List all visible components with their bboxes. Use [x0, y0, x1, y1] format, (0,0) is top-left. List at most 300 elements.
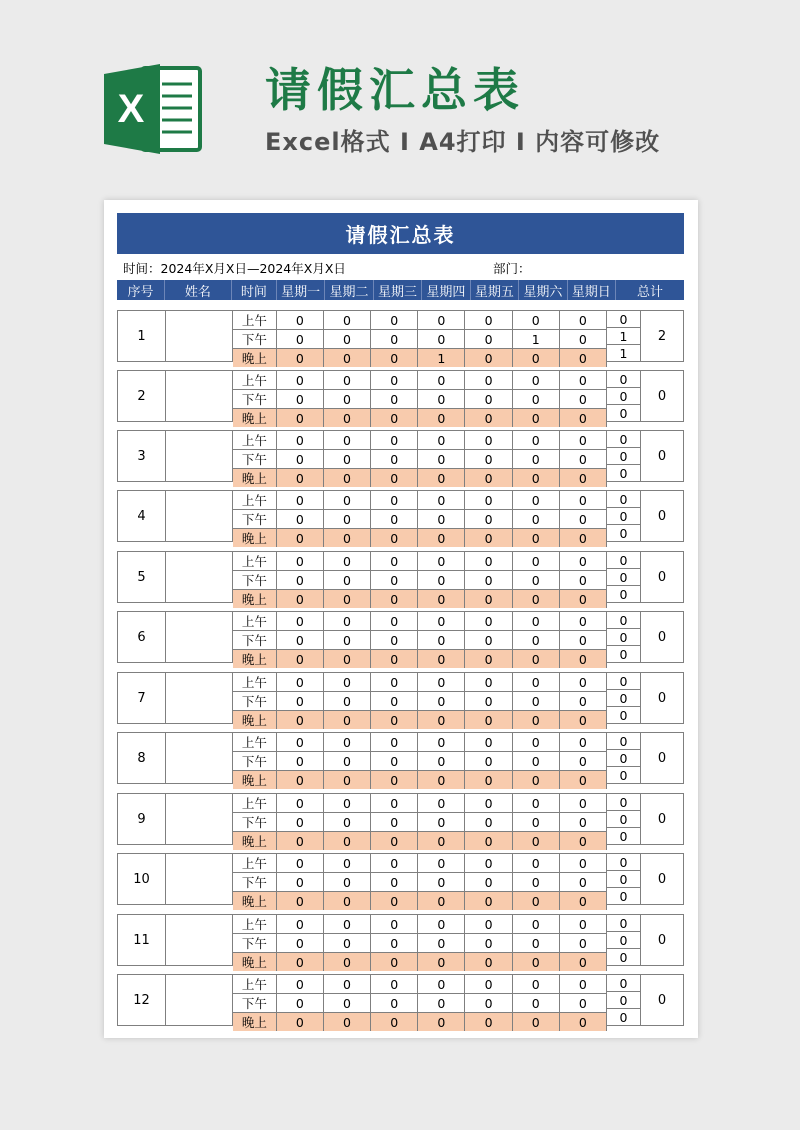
- day-value-cell[interactable]: 0: [277, 552, 324, 570]
- day-value-cell[interactable]: 0: [513, 349, 560, 367]
- day-value-cell[interactable]: 0: [277, 873, 324, 891]
- name-cell[interactable]: [166, 431, 233, 481]
- day-value-cell[interactable]: 0: [560, 673, 607, 691]
- excel-logo-icon: [104, 62, 204, 156]
- day-value-cell[interactable]: 0: [513, 631, 560, 649]
- day-value-cell[interactable]: 0: [465, 552, 512, 570]
- day-value-cell[interactable]: 0: [277, 953, 324, 971]
- day-value-cell[interactable]: 0: [277, 529, 324, 547]
- day-value-cell[interactable]: 0: [277, 934, 324, 952]
- day-value-cell[interactable]: 0: [371, 794, 418, 812]
- day-value-cell[interactable]: 0: [560, 711, 607, 729]
- day-value-cell[interactable]: 0: [371, 571, 418, 589]
- day-value-cell[interactable]: 0: [277, 832, 324, 850]
- day-value-cell[interactable]: 0: [418, 915, 465, 933]
- day-value-cell[interactable]: 0: [418, 733, 465, 751]
- day-value-cell[interactable]: 0: [324, 1013, 371, 1031]
- day-value-cell[interactable]: 0: [418, 994, 465, 1012]
- day-value-cell[interactable]: 0: [513, 953, 560, 971]
- day-value-cell[interactable]: 0: [465, 390, 512, 408]
- day-value-cell[interactable]: 1: [513, 330, 560, 348]
- day-value-cell[interactable]: 0: [465, 832, 512, 850]
- day-value-cell[interactable]: 0: [560, 994, 607, 1012]
- row-sum-cell: 0: [607, 707, 641, 723]
- day-value-cell[interactable]: 0: [371, 832, 418, 850]
- day-value-cell[interactable]: 0: [560, 733, 607, 751]
- day-value-cell[interactable]: 0: [371, 612, 418, 630]
- day-value-cell[interactable]: 0: [324, 409, 371, 427]
- day-value-cell[interactable]: 0: [324, 813, 371, 831]
- day-value-cell[interactable]: 0: [418, 854, 465, 872]
- day-value-cell[interactable]: 0: [371, 491, 418, 509]
- day-value-cell[interactable]: 0: [418, 390, 465, 408]
- day-value-cell[interactable]: 0: [513, 915, 560, 933]
- day-value-cell[interactable]: 0: [324, 733, 371, 751]
- period-row: [233, 529, 607, 547]
- day-value-cell[interactable]: 0: [560, 552, 607, 570]
- day-value-cell[interactable]: 0: [465, 311, 512, 329]
- day-value-cell[interactable]: 0: [418, 813, 465, 831]
- day-value-cell[interactable]: 0: [418, 692, 465, 710]
- day-value-cell[interactable]: 0: [277, 349, 324, 367]
- day-value-cell[interactable]: 0: [560, 832, 607, 850]
- day-value-cell[interactable]: 0: [324, 371, 371, 389]
- day-value-cell[interactable]: 0: [418, 975, 465, 993]
- time-info: [123, 259, 346, 277]
- day-value-cell[interactable]: 0: [560, 330, 607, 348]
- day-value-cell[interactable]: 0: [418, 612, 465, 630]
- day-value-cell[interactable]: 0: [560, 469, 607, 487]
- day-value-cell[interactable]: 0: [513, 1013, 560, 1031]
- day-value-cell[interactable]: 0: [560, 349, 607, 367]
- day-value-cell[interactable]: 0: [277, 510, 324, 528]
- day-value-cell[interactable]: 0: [560, 311, 607, 329]
- day-value-cell[interactable]: 0: [465, 431, 512, 449]
- day-value-cell[interactable]: 0: [277, 994, 324, 1012]
- employee-group: [117, 974, 684, 1030]
- day-value-cell[interactable]: 0: [465, 330, 512, 348]
- day-value-cell[interactable]: 0: [277, 590, 324, 608]
- name-cell[interactable]: [166, 673, 233, 723]
- day-value-cell[interactable]: 0: [418, 934, 465, 952]
- day-value-cell[interactable]: 0: [371, 371, 418, 389]
- day-value-cell[interactable]: 0: [371, 953, 418, 971]
- day-value-cell[interactable]: 0: [371, 311, 418, 329]
- day-value-cell[interactable]: 0: [560, 631, 607, 649]
- day-value-cell[interactable]: 0: [277, 371, 324, 389]
- day-value-cell[interactable]: 0: [465, 510, 512, 528]
- day-value-cell[interactable]: 0: [277, 771, 324, 789]
- day-value-cell[interactable]: 0: [371, 469, 418, 487]
- day-value-cell[interactable]: 0: [418, 431, 465, 449]
- day-value-cell[interactable]: 0: [277, 431, 324, 449]
- day-value-cell[interactable]: 0: [560, 934, 607, 952]
- row-sum-cell: 0: [607, 932, 641, 949]
- day-value-cell[interactable]: 0: [324, 631, 371, 649]
- day-value-cell[interactable]: 0: [465, 650, 512, 668]
- period-row: [233, 409, 607, 427]
- day-value-cell[interactable]: 0: [418, 330, 465, 348]
- day-value-cell[interactable]: 0: [371, 330, 418, 348]
- day-value-cell[interactable]: 0: [418, 832, 465, 850]
- day-value-cell[interactable]: 0: [324, 529, 371, 547]
- day-value-cell[interactable]: 0: [465, 491, 512, 509]
- day-value-cell[interactable]: 0: [324, 953, 371, 971]
- day-value-cell[interactable]: 0: [513, 975, 560, 993]
- day-value-cell[interactable]: 0: [513, 529, 560, 547]
- day-value-cell[interactable]: 0: [418, 752, 465, 770]
- day-value-cell[interactable]: 0: [371, 711, 418, 729]
- day-value-cell[interactable]: 0: [371, 873, 418, 891]
- day-value-cell[interactable]: 0: [371, 650, 418, 668]
- day-value-cell[interactable]: 0: [513, 854, 560, 872]
- day-value-cell[interactable]: 0: [465, 469, 512, 487]
- day-value-cell[interactable]: 0: [513, 431, 560, 449]
- name-cell[interactable]: [166, 794, 233, 844]
- day-value-cell[interactable]: 0: [324, 390, 371, 408]
- day-value-cell[interactable]: 0: [324, 330, 371, 348]
- day-value-cell[interactable]: 0: [371, 752, 418, 770]
- day-value-cell[interactable]: 0: [418, 529, 465, 547]
- day-value-cell[interactable]: 0: [418, 650, 465, 668]
- day-value-cell[interactable]: 0: [465, 953, 512, 971]
- day-value-cell[interactable]: 0: [513, 650, 560, 668]
- day-value-cell[interactable]: 0: [324, 832, 371, 850]
- day-value-cell[interactable]: 0: [277, 390, 324, 408]
- day-value-cell[interactable]: 0: [277, 673, 324, 691]
- name-cell[interactable]: [166, 311, 233, 361]
- day-value-cell[interactable]: 0: [277, 975, 324, 993]
- day-value-cell[interactable]: 0: [418, 510, 465, 528]
- column-header-9: 星期日: [568, 280, 616, 300]
- day-value-cell[interactable]: 0: [418, 450, 465, 468]
- day-value-cell[interactable]: 0: [371, 733, 418, 751]
- day-value-cell[interactable]: 0: [324, 612, 371, 630]
- day-value-cell[interactable]: 0: [560, 953, 607, 971]
- day-value-cell[interactable]: 0: [324, 349, 371, 367]
- day-value-cell[interactable]: 0: [513, 590, 560, 608]
- row-sum-cell: 0: [607, 750, 641, 767]
- day-value-cell[interactable]: 0: [560, 794, 607, 812]
- name-cell[interactable]: [166, 491, 233, 541]
- day-value-cell[interactable]: 0: [324, 673, 371, 691]
- day-value-cell[interactable]: 0: [324, 692, 371, 710]
- day-value-cell[interactable]: 0: [371, 529, 418, 547]
- day-value-cell[interactable]: 0: [513, 673, 560, 691]
- name-cell[interactable]: [166, 915, 233, 965]
- day-value-cell[interactable]: 0: [560, 692, 607, 710]
- day-value-cell[interactable]: 0: [277, 794, 324, 812]
- day-value-cell[interactable]: 0: [418, 311, 465, 329]
- day-value-cell[interactable]: 0: [513, 371, 560, 389]
- column-header-6: 星期四: [422, 280, 470, 300]
- period-label: 晚上: [233, 349, 277, 367]
- day-value-cell[interactable]: 0: [513, 733, 560, 751]
- day-value-cell[interactable]: 0: [560, 975, 607, 993]
- day-value-cell[interactable]: 0: [277, 813, 324, 831]
- period-label: 晚上: [233, 711, 277, 729]
- day-value-cell[interactable]: 0: [277, 469, 324, 487]
- day-value-cell[interactable]: 0: [277, 409, 324, 427]
- day-value-cell[interactable]: 0: [513, 409, 560, 427]
- period-row: [233, 469, 607, 487]
- employee-group: [117, 430, 684, 486]
- day-value-cell[interactable]: 0: [418, 631, 465, 649]
- day-value-cell[interactable]: 0: [371, 552, 418, 570]
- day-value-cell[interactable]: 0: [277, 491, 324, 509]
- day-value-cell[interactable]: 0: [371, 692, 418, 710]
- day-value-cell[interactable]: 0: [371, 934, 418, 952]
- day-value-cell[interactable]: 0: [324, 752, 371, 770]
- day-value-cell[interactable]: 0: [465, 752, 512, 770]
- day-value-cell[interactable]: 0: [465, 571, 512, 589]
- day-value-cell[interactable]: 0: [513, 491, 560, 509]
- day-value-cell[interactable]: 0: [277, 330, 324, 348]
- day-value-cell[interactable]: 0: [371, 409, 418, 427]
- day-value-cell[interactable]: 0: [465, 349, 512, 367]
- day-value-cell[interactable]: 0: [513, 692, 560, 710]
- day-value-cell[interactable]: 0: [465, 892, 512, 910]
- day-value-cell[interactable]: 0: [324, 491, 371, 509]
- day-value-cell[interactable]: 0: [560, 854, 607, 872]
- day-value-cell[interactable]: 0: [465, 994, 512, 1012]
- name-cell[interactable]: [166, 975, 233, 1025]
- day-value-cell[interactable]: 0: [560, 571, 607, 589]
- day-value-cell[interactable]: 0: [418, 711, 465, 729]
- group-total-cell: 0: [657, 629, 667, 645]
- day-value-cell[interactable]: 0: [324, 510, 371, 528]
- day-value-cell[interactable]: 0: [371, 349, 418, 367]
- day-value-cell[interactable]: 0: [277, 915, 324, 933]
- day-value-cell[interactable]: 0: [560, 529, 607, 547]
- day-value-cell[interactable]: 0: [418, 771, 465, 789]
- day-value-cell[interactable]: 0: [371, 431, 418, 449]
- name-cell[interactable]: [166, 371, 233, 421]
- period-rows: [233, 431, 607, 486]
- day-value-cell[interactable]: 0: [560, 510, 607, 528]
- day-value-cell[interactable]: 0: [371, 450, 418, 468]
- day-value-cell[interactable]: 0: [324, 469, 371, 487]
- period-rows: [233, 854, 607, 909]
- day-value-cell[interactable]: 0: [465, 975, 512, 993]
- day-value-cell[interactable]: 0: [560, 915, 607, 933]
- day-value-cell[interactable]: 0: [465, 771, 512, 789]
- row-sum-column: [607, 431, 641, 481]
- day-value-cell[interactable]: 0: [513, 813, 560, 831]
- day-value-cell[interactable]: 0: [465, 673, 512, 691]
- day-value-cell[interactable]: 0: [418, 571, 465, 589]
- day-value-cell[interactable]: 0: [277, 733, 324, 751]
- day-value-cell[interactable]: 0: [465, 1013, 512, 1031]
- day-value-cell[interactable]: 0: [465, 873, 512, 891]
- day-value-cell[interactable]: 0: [513, 873, 560, 891]
- day-value-cell[interactable]: 0: [560, 431, 607, 449]
- day-value-cell[interactable]: 0: [371, 590, 418, 608]
- day-value-cell[interactable]: 0: [324, 854, 371, 872]
- day-value-cell[interactable]: 0: [324, 711, 371, 729]
- period-row: [233, 431, 607, 450]
- day-value-cell[interactable]: 0: [371, 975, 418, 993]
- day-value-cell[interactable]: 0: [560, 892, 607, 910]
- day-value-cell[interactable]: 0: [513, 311, 560, 329]
- day-value-cell[interactable]: 0: [513, 450, 560, 468]
- day-value-cell[interactable]: 0: [418, 371, 465, 389]
- day-value-cell[interactable]: 0: [277, 711, 324, 729]
- day-value-cell[interactable]: 0: [560, 390, 607, 408]
- day-value-cell[interactable]: 1: [418, 349, 465, 367]
- day-value-cell[interactable]: 0: [513, 832, 560, 850]
- day-value-cell[interactable]: 0: [465, 733, 512, 751]
- employee-group: [117, 490, 684, 546]
- day-value-cell[interactable]: 0: [513, 510, 560, 528]
- day-value-cell[interactable]: 0: [371, 994, 418, 1012]
- day-value-cell[interactable]: 0: [277, 1013, 324, 1031]
- day-value-cell[interactable]: 0: [371, 390, 418, 408]
- day-value-cell[interactable]: 0: [324, 450, 371, 468]
- day-value-cell[interactable]: 0: [560, 650, 607, 668]
- day-value-cell[interactable]: 0: [277, 450, 324, 468]
- day-value-cell[interactable]: 0: [324, 650, 371, 668]
- day-value-cell[interactable]: 0: [418, 873, 465, 891]
- day-value-cell[interactable]: 0: [371, 771, 418, 789]
- day-value-cell[interactable]: 0: [513, 892, 560, 910]
- day-value-cell[interactable]: 0: [418, 892, 465, 910]
- day-value-cell[interactable]: 0: [465, 794, 512, 812]
- day-value-cell[interactable]: 0: [324, 552, 371, 570]
- day-value-cell[interactable]: 0: [418, 409, 465, 427]
- day-value-cell[interactable]: 0: [371, 510, 418, 528]
- day-value-cell[interactable]: 0: [465, 409, 512, 427]
- day-value-cell[interactable]: 0: [513, 934, 560, 952]
- period-row: [233, 631, 607, 650]
- day-value-cell[interactable]: 0: [277, 311, 324, 329]
- day-value-cell[interactable]: 0: [465, 915, 512, 933]
- day-value-cell[interactable]: 0: [465, 590, 512, 608]
- day-value-cell[interactable]: 0: [560, 813, 607, 831]
- day-value-cell[interactable]: 0: [418, 590, 465, 608]
- day-value-cell[interactable]: 0: [513, 390, 560, 408]
- day-value-cell[interactable]: 0: [465, 529, 512, 547]
- day-value-cell[interactable]: 0: [560, 491, 607, 509]
- seq-cell: 8: [118, 733, 166, 783]
- day-value-cell[interactable]: 0: [324, 590, 371, 608]
- day-value-cell[interactable]: 0: [560, 752, 607, 770]
- period-row: [233, 771, 607, 789]
- day-value-cell[interactable]: 0: [371, 854, 418, 872]
- day-value-cell[interactable]: 0: [324, 934, 371, 952]
- day-value-cell[interactable]: 0: [560, 612, 607, 630]
- day-value-cell[interactable]: 0: [465, 934, 512, 952]
- day-value-cell[interactable]: 0: [465, 371, 512, 389]
- group-total-cell: 0: [657, 508, 667, 524]
- day-value-cell[interactable]: 0: [560, 450, 607, 468]
- group-total-cell: 0: [657, 871, 667, 887]
- day-value-cell[interactable]: 0: [465, 631, 512, 649]
- day-value-cell[interactable]: 0: [418, 1013, 465, 1031]
- row-sum-cell: 0: [607, 431, 641, 448]
- day-value-cell[interactable]: 0: [277, 612, 324, 630]
- day-value-cell[interactable]: 0: [277, 631, 324, 649]
- name-cell[interactable]: [166, 733, 233, 783]
- name-cell[interactable]: [166, 552, 233, 602]
- day-value-cell[interactable]: 0: [324, 771, 371, 789]
- day-value-cell[interactable]: 0: [277, 892, 324, 910]
- day-value-cell[interactable]: 0: [465, 813, 512, 831]
- day-value-cell[interactable]: 0: [277, 752, 324, 770]
- day-value-cell[interactable]: 0: [324, 994, 371, 1012]
- period-row: [233, 650, 607, 668]
- day-value-cell[interactable]: 0: [324, 975, 371, 993]
- day-value-cell[interactable]: 0: [324, 892, 371, 910]
- day-value-cell[interactable]: 0: [513, 469, 560, 487]
- day-value-cell[interactable]: 0: [324, 571, 371, 589]
- day-value-cell[interactable]: 0: [418, 953, 465, 971]
- day-value-cell[interactable]: 0: [277, 854, 324, 872]
- row-sum-cell: 0: [607, 949, 641, 965]
- row-sum-column: [607, 612, 641, 662]
- day-value-cell[interactable]: 0: [465, 450, 512, 468]
- day-value-cell[interactable]: 0: [513, 552, 560, 570]
- day-value-cell[interactable]: 0: [277, 650, 324, 668]
- day-value-cell[interactable]: 0: [371, 892, 418, 910]
- day-value-cell[interactable]: 0: [465, 692, 512, 710]
- row-sum-cell: 0: [607, 673, 641, 690]
- day-value-cell[interactable]: 0: [465, 612, 512, 630]
- period-rows: [233, 915, 607, 970]
- day-value-cell[interactable]: 0: [277, 692, 324, 710]
- day-value-cell[interactable]: 0: [465, 854, 512, 872]
- day-value-cell[interactable]: 0: [560, 371, 607, 389]
- day-value-cell[interactable]: 0: [371, 915, 418, 933]
- day-value-cell[interactable]: 0: [418, 552, 465, 570]
- day-value-cell[interactable]: 0: [371, 631, 418, 649]
- day-value-cell[interactable]: 0: [560, 1013, 607, 1031]
- seq-cell: 4: [118, 491, 166, 541]
- day-value-cell[interactable]: 0: [560, 409, 607, 427]
- day-value-cell[interactable]: 0: [513, 752, 560, 770]
- day-value-cell[interactable]: 0: [465, 711, 512, 729]
- day-value-cell[interactable]: 0: [324, 873, 371, 891]
- day-value-cell[interactable]: 0: [324, 915, 371, 933]
- day-value-cell[interactable]: 0: [418, 794, 465, 812]
- day-value-cell[interactable]: 0: [418, 491, 465, 509]
- day-value-cell[interactable]: 0: [560, 590, 607, 608]
- day-value-cell[interactable]: 0: [418, 469, 465, 487]
- day-value-cell[interactable]: 0: [513, 794, 560, 812]
- employee-group: [117, 793, 684, 849]
- day-value-cell[interactable]: 0: [277, 571, 324, 589]
- day-value-cell[interactable]: 0: [513, 994, 560, 1012]
- name-cell[interactable]: [166, 612, 233, 662]
- day-value-cell[interactable]: 0: [324, 794, 371, 812]
- seq-cell: 12: [118, 975, 166, 1025]
- row-sum-cell: 0: [607, 629, 641, 646]
- day-value-cell[interactable]: 0: [513, 771, 560, 789]
- day-value-cell[interactable]: 0: [324, 431, 371, 449]
- day-value-cell[interactable]: 0: [513, 571, 560, 589]
- day-value-cell[interactable]: 0: [513, 711, 560, 729]
- day-value-cell[interactable]: 0: [418, 673, 465, 691]
- day-value-cell[interactable]: 0: [371, 813, 418, 831]
- day-value-cell[interactable]: 0: [371, 673, 418, 691]
- day-value-cell[interactable]: 0: [324, 311, 371, 329]
- name-cell[interactable]: [166, 854, 233, 904]
- day-value-cell[interactable]: 0: [513, 612, 560, 630]
- row-sum-cell: 0: [607, 552, 641, 569]
- day-value-cell[interactable]: 0: [560, 771, 607, 789]
- day-value-cell[interactable]: 0: [371, 1013, 418, 1031]
- day-value-cell[interactable]: 0: [560, 873, 607, 891]
